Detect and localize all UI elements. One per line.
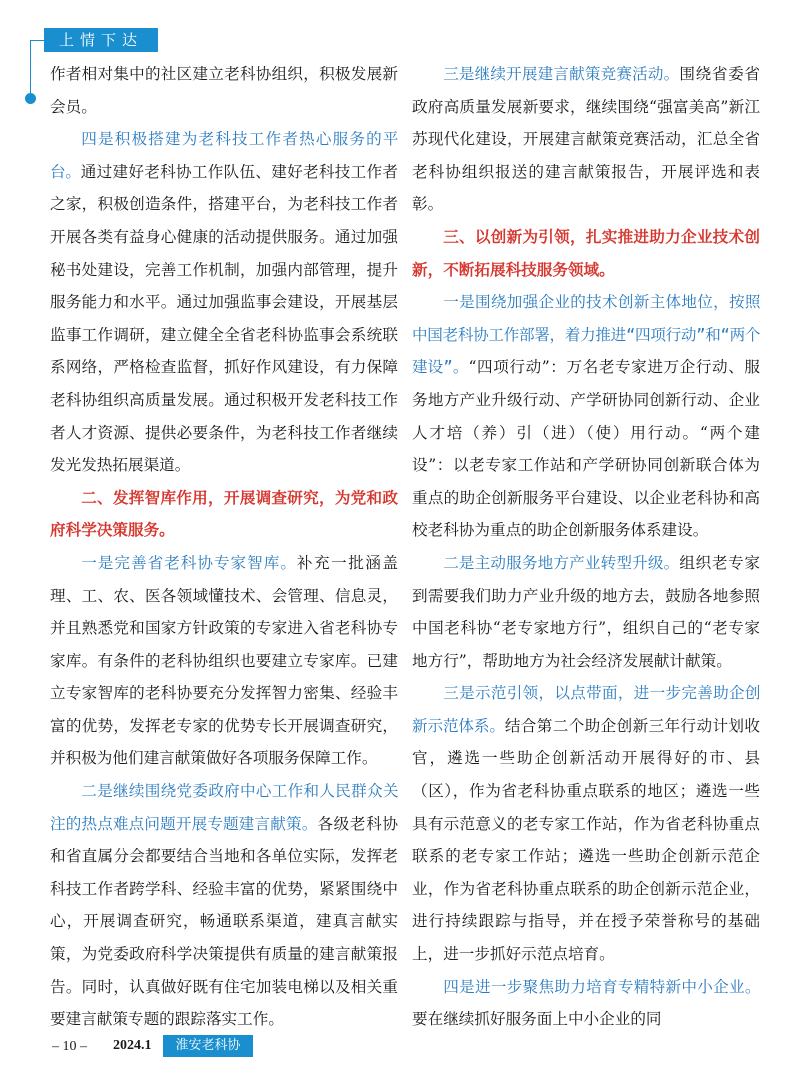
paragraph-lead: 一是完善省老科协专家智库。 bbox=[81, 553, 297, 572]
page-number: – 10 – bbox=[52, 1039, 87, 1054]
header-bracket-line-vertical bbox=[30, 40, 31, 100]
paragraph-body: 要在继续抓好服务面上中小企业的同 bbox=[412, 1010, 662, 1029]
left-column bbox=[50, 58, 398, 1036]
paragraph bbox=[412, 971, 760, 1036]
paragraph bbox=[412, 286, 760, 547]
paragraph-body: 组织老专家到需要我们助力产业升级的地方去，鼓励各地参照中国老科协“老专家地方行”，组织自己的“老专家地方行”，帮助地方为社会经济发展献计献策。 bbox=[412, 553, 760, 670]
issue-number: 2024.1 bbox=[113, 1038, 152, 1053]
paragraph-lead: 三是继续开展建言献策竞赛活动。 bbox=[443, 65, 680, 83]
section-tag: 上情下达 bbox=[44, 28, 158, 52]
paragraph-lead: 四是进一步聚焦助力培育专精特新中小企业。 bbox=[443, 977, 760, 996]
paragraph-lead: 二是主动服务地方产业转型升级。 bbox=[443, 553, 680, 572]
right-column bbox=[412, 58, 760, 1036]
header-bracket-line bbox=[30, 40, 44, 41]
paragraph-body: 围绕省委省政府高质量发展新要求，继续围绕“强富美高”新江苏现代化建设，开展建言献策竞赛活动，汇总全省老科协组织报送的建言献策报告，开展评选和表彰。 bbox=[412, 65, 760, 214]
paragraph-body: 各级老科协和省直属分会都要结合当地和各单位实际，发挥老科技工作者跨学科、经验丰富的优势，紧紧围绕中心，开展调查研究，畅通联系渠道，建真言献实策，为党委政府科学决策提供有质量的建言献策报告。同时，认真做好既有住宅加装电梯以及相关重要建言献策专题的跟踪落实工作。 bbox=[50, 814, 398, 1029]
paragraph-body: 补充一批涵盖理、工、农、医各领域懂技术、会管理、信息灵，并且熟悉党和国家方针政策的专家进入省老科协专家库。有条件的老科协组织也要建立专家库。已建立专家智库的老科协要充分发挥智力密集、经验丰富的优势，发挥老专家的优势专长开展调查研究，并积极为他们建言献策做好各项服务保障工作。 bbox=[50, 553, 398, 768]
paragraph-lead: 四是积极搭建为老科技工作者热心服务的平台。 bbox=[50, 130, 398, 181]
paragraph-body: “四项行动”：万名老专家进万企行动、服务地方产业升级行动、产学研协同创新行动、企业人才培（养）引（进）（使）用行动。“两个建设”：以老专家工作站和产学研协同创新联合体为重点的助企创新服务平台建设、以企业老科协和高校老科协为重点的助企创新服务体系建设。 bbox=[412, 358, 760, 540]
section-heading: 二、发挥智库作用，开展调查研究，为党和政府科学决策服务。 bbox=[50, 488, 398, 540]
paragraph bbox=[50, 775, 398, 1036]
paragraph-body: 结合第二个助企创新三年行动计划收官，遴选一些助企创新活动开展得好的市、县（区），作为省老科协重点联系的地区；遴选一些具有示范意义的老专家工作站，作为省老科协重点联系的老专家工作站；遴选一些助企创新示范企业，作为省老科协重点联系的助企创新示范企业，进行持续跟踪与指导，并在授予荣誉称号的基础上，进一步抓好示范点培育。 bbox=[412, 716, 760, 964]
paragraph bbox=[50, 123, 398, 482]
magazine-name: 淮安老科协 bbox=[163, 1035, 253, 1057]
paragraph bbox=[412, 677, 760, 970]
paragraph bbox=[412, 547, 760, 677]
paragraph-lead: 三是示范引领，以点带面，进一步完善助企创新示范体系。 bbox=[412, 684, 760, 735]
paragraph bbox=[412, 58, 760, 221]
paragraph-lead: 一是围绕加强企业的技术创新主体地位，按照中国老科协工作部署，着力推进“四项行动”和“两个建设”。 bbox=[412, 293, 760, 377]
header-dot bbox=[25, 93, 36, 104]
paragraph: 作者相对集中的社区建立老科协组织，积极发展新会员。 bbox=[50, 65, 398, 116]
paragraph bbox=[50, 547, 398, 775]
paragraph-lead: 二是继续围绕党委政府中心工作和人民群众关注的热点难点问题开展专题建言献策。 bbox=[50, 782, 398, 833]
section-heading: 三、以创新为引领，扎实推进助力企业技术创新，不断拓展科技服务领域。 bbox=[412, 227, 760, 279]
paragraph-body: 通过建好老科协工作队伍、建好老科技工作者之家，积极创造条件，搭建平台，为老科技工作者开展各类有益身心健康的活动提供服务。通过加强秘书处建设，完善工作机制，加强内部管理，提升服务能力和水平。通过加强监事会建设，开展基层监事工作调研，建立健全全省老科协监事会系统联系网络，严格检查监督，抓好作风建设，有力保障老科协组织高质量发展。通过积极开发老科技工作者人才资源、提供必要条件，为老科技工作者继续发光发热拓展渠道。 bbox=[50, 162, 398, 475]
